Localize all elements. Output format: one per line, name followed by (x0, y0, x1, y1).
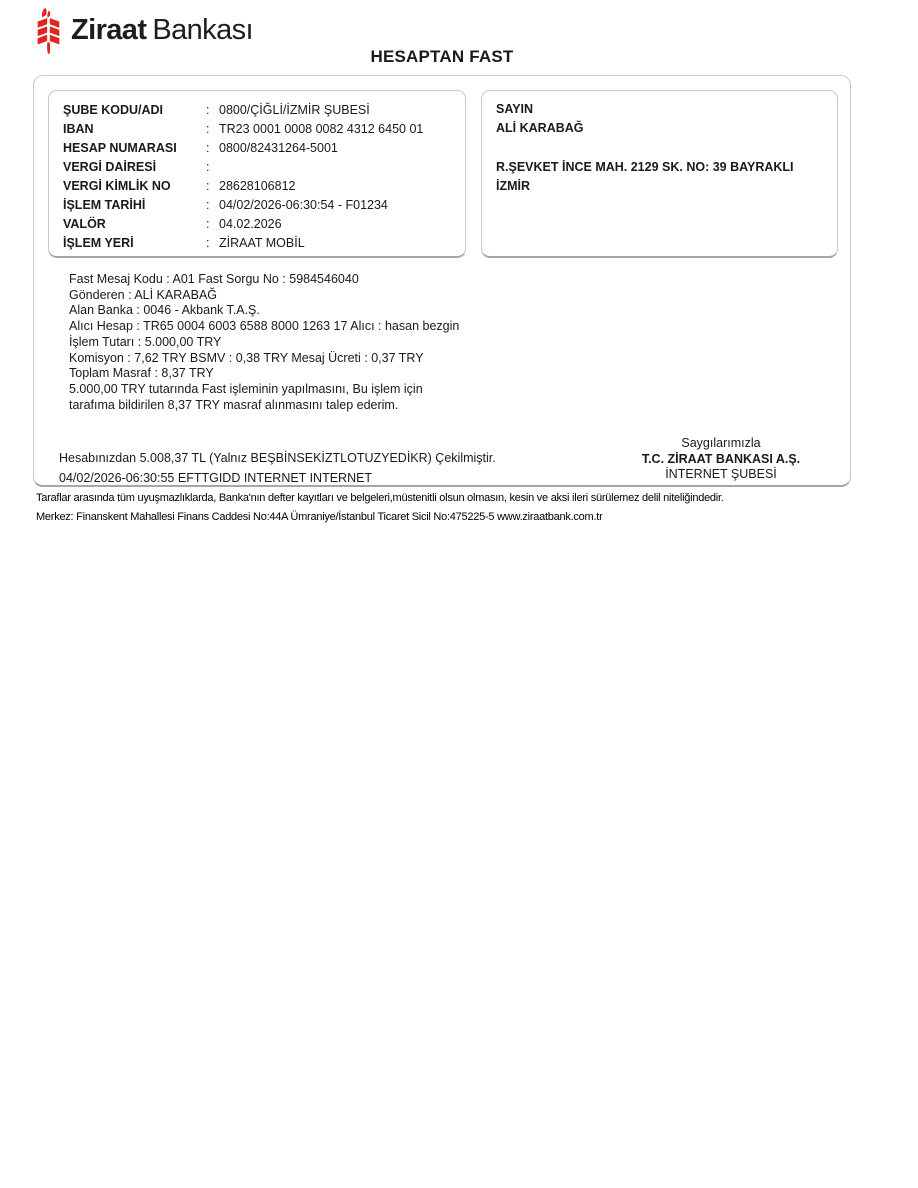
field-value: ZİRAAT MOBİL (219, 235, 305, 250)
field-label: IBAN (63, 121, 94, 136)
colon-separator: : (206, 178, 210, 193)
detail-line: Fast Mesaj Kodu : A01 Fast Sorgu No : 5984546040 (69, 272, 359, 286)
spacer (496, 138, 823, 157)
colon-separator: : (206, 102, 210, 117)
debit-summary (59, 449, 496, 488)
detail-line: 5.000,00 TRY tutarında Fast işleminin yapılmasını, Bu işlem için (69, 381, 423, 396)
account-row (63, 138, 457, 157)
detail-line: Alıcı Hesap : TR65 0004 6003 6588 8000 1263 17 Alıcı : hasan bezgin (69, 319, 460, 334)
signature-bank-name: T.C. ZİRAAT BANKASI A.Ş. (641, 451, 801, 466)
bank-name (71, 14, 253, 47)
legal-line-1: Taraflar arasında tüm uyuşmazlıklarda, Banka'nın defter kayıtları ve belgeleri,müstenitli olsun olmasın, kesin ve aksi ileri sürülemez delil niteliğindedir. (36, 492, 724, 504)
recipient-box (481, 90, 838, 258)
transaction-details (69, 272, 459, 413)
signature-greeting: Saygılarımızla (681, 436, 761, 450)
field-label: VERGİ KİMLİK NO (63, 178, 171, 193)
detail-line: Toplam Masraf : 8,37 TRY (69, 366, 214, 381)
account-info-box (48, 90, 466, 258)
signature-branch: İNTERNET ŞUBESİ (665, 467, 777, 482)
field-label: VALÖR (63, 216, 106, 231)
legal-line-2: Merkez: Finanskent Mahallesi Finans Caddesi No:44A Ümraniye/İstanbul Ticaret Sicil No:475225-5 www.ziraatbank.com.tr (36, 511, 603, 523)
detail-line: Gönderen : ALİ KARABAĞ (69, 287, 217, 302)
recipient-address (496, 158, 823, 196)
detail-line: Komisyon : 7,62 TRY BSMV : 0,38 TRY Mesaj Ücreti : 0,37 TRY (69, 350, 424, 365)
colon-separator: : (206, 121, 210, 136)
field-value: TR23 0001 0008 0082 4312 6450 01 (219, 121, 424, 136)
address-line-1: R.ŞEVKET İNCE MAH. 2129 SK. NO: 39 BAYRAKLI (496, 160, 794, 174)
field-label: VERGİ DAİRESİ (63, 159, 157, 174)
debit-summary-line-2: 04/02/2026-06:30:55 EFTTGIDD INTERNET INTERNET (59, 470, 373, 485)
field-value: 0800/ÇİĞLİ/İZMİR ŞUBESİ (219, 102, 370, 117)
field-label: İŞLEM TARİHİ (63, 197, 146, 212)
address-line-2: İZMİR (496, 179, 531, 193)
field-value: 04/02/2026-06:30:54 - F01234 (219, 197, 388, 212)
legal-footer (36, 492, 724, 530)
field-value: 04.02.2026 (219, 216, 282, 231)
colon-separator: : (206, 235, 210, 250)
account-row (63, 157, 457, 176)
detail-line: Alan Banka : 0046 - Akbank T.A.Ş. (69, 303, 260, 318)
account-row (63, 214, 457, 233)
field-label: İŞLEM YERİ (63, 235, 134, 250)
field-label: ŞUBE KODU/ADI (63, 102, 164, 117)
receipt-frame (33, 75, 851, 487)
detail-line: tarafıma bildirilen 8,37 TRY masraf alınmasını talep ederim. (69, 397, 399, 412)
colon-separator: : (206, 159, 210, 174)
brand-word-ziraat: Ziraat (71, 14, 147, 46)
signature-block (587, 436, 855, 483)
debit-summary-line-1: Hesabınızdan 5.008,37 TL (Yalnız BEŞBİNSEKİZTLOTUZYEDİKR) Çekilmiştir. (59, 451, 496, 465)
account-rows (63, 100, 457, 252)
colon-separator: : (206, 197, 210, 212)
recipient-name: ALİ KARABAĞ (496, 121, 584, 135)
field-value: 0800/82431264-5001 (219, 140, 338, 155)
detail-line: İşlem Tutarı : 5.000,00 TRY (69, 334, 222, 349)
account-row (63, 100, 457, 119)
account-row (63, 195, 457, 214)
field-label: HESAP NUMARASI (63, 140, 177, 155)
field-value: 28628106812 (219, 178, 296, 193)
colon-separator: : (206, 216, 210, 231)
brand-word-bankasi: Bankası (152, 14, 253, 46)
salutation: SAYIN (496, 102, 534, 116)
document-title: HESAPTAN FAST (370, 47, 514, 66)
account-row (63, 119, 457, 138)
account-row (63, 176, 457, 195)
account-row (63, 233, 457, 252)
colon-separator: : (206, 140, 210, 155)
